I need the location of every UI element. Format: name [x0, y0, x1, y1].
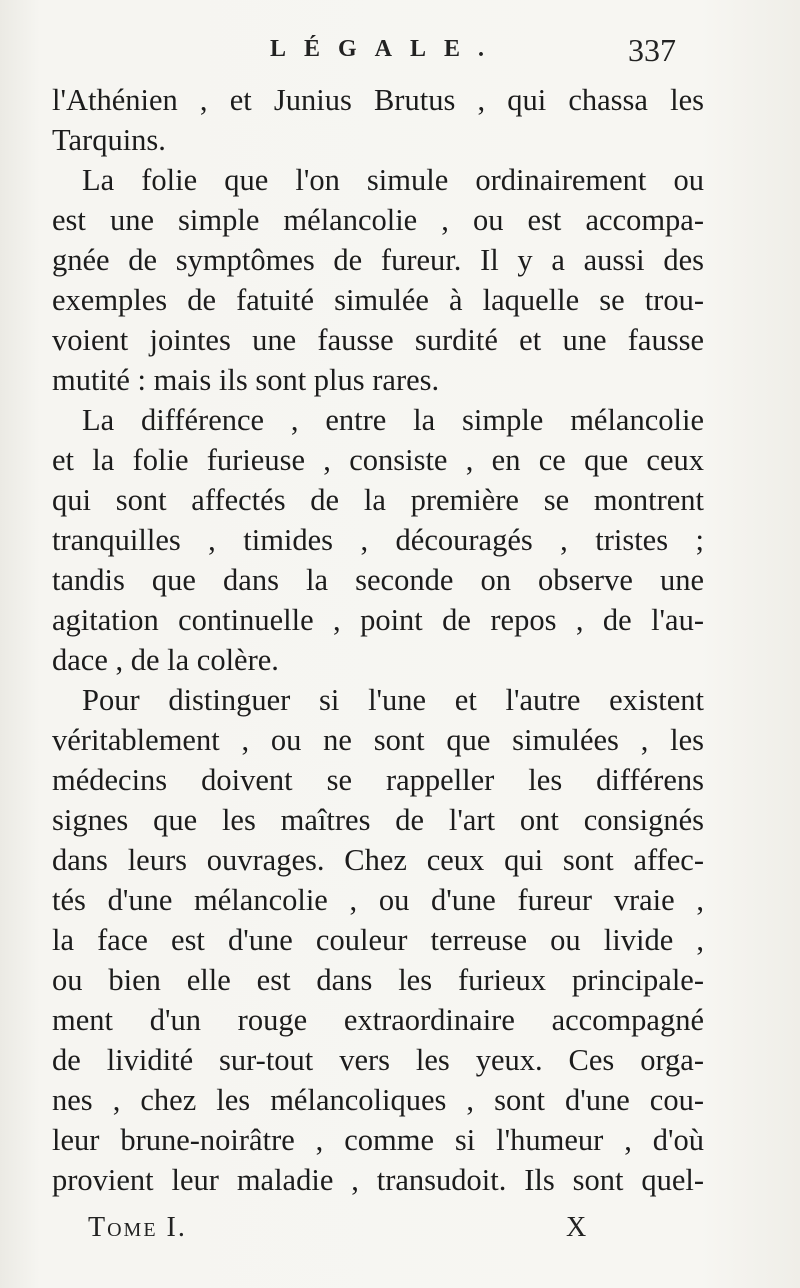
text-line: qui sont affectés de la première se montrent [52, 483, 704, 517]
page-number: 337 [628, 32, 676, 68]
text-line: ou bien elle est dans les furieux principale- [52, 963, 704, 997]
text-line: véritablement , ou ne sont que simulées , les [52, 723, 704, 757]
text-line: provient leur maladie , transudoit. Ils sont quel- [52, 1163, 704, 1197]
running-head [0, 32, 800, 72]
volume-label: Tome I. [88, 1212, 187, 1243]
text-line: leur brune-noirâtre , comme si l'humeur , d'où [52, 1123, 704, 1157]
text-line: l'Athénien , et Junius Brutus , qui chassa les [52, 83, 704, 117]
running-title: LÉGALE. [270, 36, 503, 62]
text-line: exemples de fatuité simulée à laquelle se trou- [52, 283, 704, 317]
text-line: Tarquins. [52, 123, 166, 157]
paragraph-start-line: Pour distinguer si l'une et l'autre existent [82, 683, 704, 717]
text-line: signes que les maîtres de l'art ont consignés [52, 803, 704, 837]
text-line: médecins doivent se rappeller les différens [52, 763, 704, 797]
text-line: dace , de la colère. [52, 643, 279, 677]
signature-mark: X [566, 1212, 587, 1243]
text-line: voient jointes une fausse surdité et une fausse [52, 323, 704, 357]
text-line: ment d'un rouge extraordinaire accompagné [52, 1003, 704, 1037]
paragraph-start-line: La folie que l'on simule ordinairement ou [82, 163, 704, 197]
text-line: tandis que dans la seconde on observe une [52, 563, 704, 597]
paragraph-start-line: La différence , entre la simple mélancolie [82, 403, 704, 437]
text-line: est une simple mélancolie , ou est accompa- [52, 203, 704, 237]
text-line: tranquilles , timides , découragés , tristes ; [52, 523, 704, 557]
text-line: tés d'une mélancolie , ou d'une fureur vraie , [52, 883, 704, 917]
signature-line [0, 1212, 800, 1252]
text-line: la face est d'une couleur terreuse ou livide , [52, 923, 704, 957]
text-line: gnée de symptômes de fureur. Il y a aussi des [52, 243, 704, 277]
text-line: de lividité sur-tout vers les yeux. Ces orga- [52, 1043, 704, 1077]
text-line: et la folie furieuse , consiste , en ce que ceux [52, 443, 704, 477]
text-line: dans leurs ouvrages. Chez ceux qui sont affec- [52, 843, 704, 877]
text-line: agitation continuelle , point de repos , de l'au- [52, 603, 704, 637]
text-line: mutité : mais ils sont plus rares. [52, 363, 440, 397]
body-text [52, 80, 704, 1200]
text-line: nes , chez les mélancoliques , sont d'une cou- [52, 1083, 704, 1117]
